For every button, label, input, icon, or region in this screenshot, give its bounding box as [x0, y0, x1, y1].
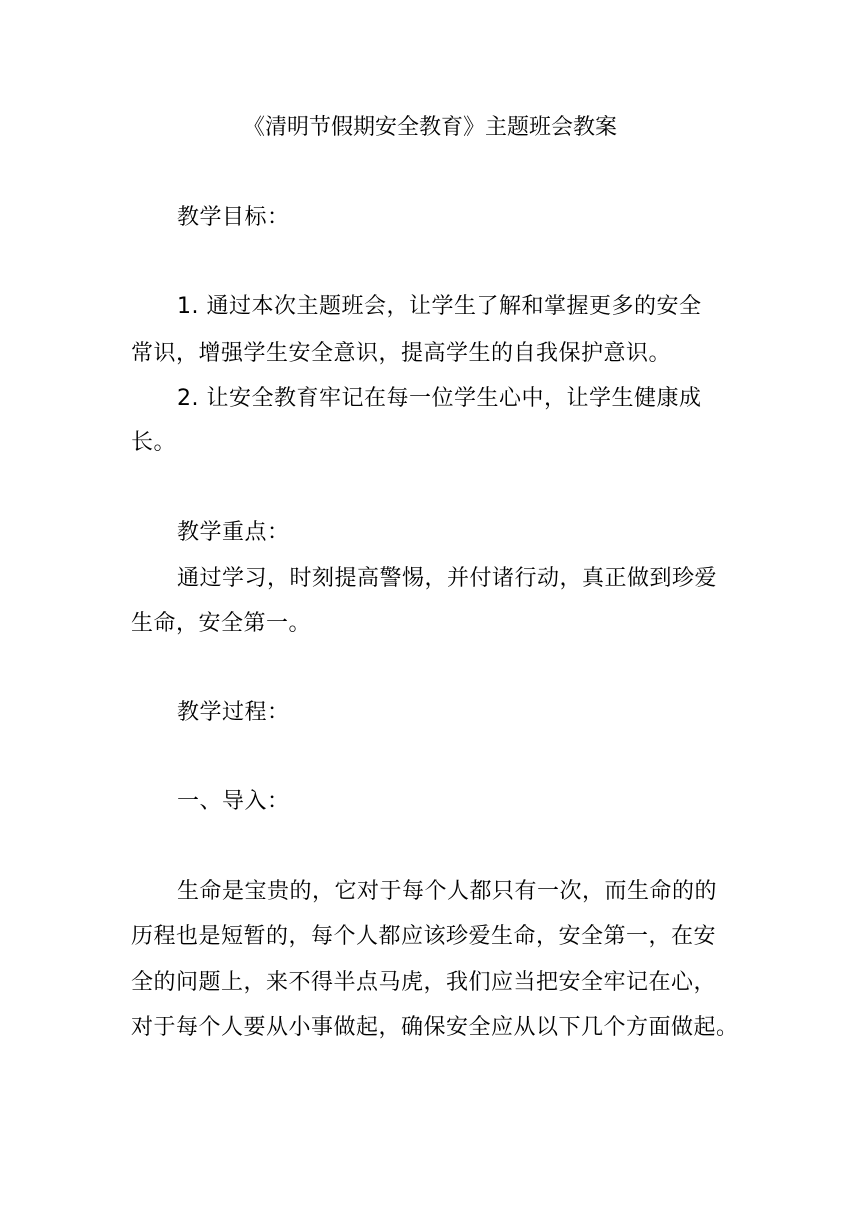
- intro-line-2: 历程也是短暂的，每个人都应该珍爱生命，安全第一，在安: [131, 924, 717, 949]
- key-points-heading: 教学重点：: [177, 520, 290, 545]
- objective-2-line-2: 长。: [131, 430, 177, 455]
- document-title: 《清明节假期安全教育》主题班会教案: [242, 115, 617, 140]
- intro-line-4: 对于每个人要从小事做起，确保安全应从以下几个方面做起。: [131, 1015, 739, 1040]
- objective-1-line-2: 常识，增强学生安全意识，提高学生的自我保护意识。: [131, 341, 672, 366]
- objective-1-line-1: 1. 通过本次主题班会，让学生了解和掌握更多的安全: [177, 294, 702, 319]
- key-points-line-1: 通过学习，时刻提高警惕，并付诸行动，真正做到珍爱: [177, 566, 718, 591]
- intro-line-1: 生命是宝贵的，它对于每个人都只有一次，而生命的的: [177, 879, 718, 904]
- key-points-line-2: 生命，安全第一。: [131, 611, 312, 636]
- intro-heading: 一、导入：: [177, 789, 290, 814]
- intro-line-3: 全的问题上，来不得半点马虎，我们应当把安全牢记在心，: [131, 970, 717, 995]
- process-heading: 教学过程：: [177, 700, 290, 725]
- objectives-heading: 教学目标：: [177, 205, 290, 230]
- objective-2-line-1: 2. 让安全教育牢记在每一位学生心中，让学生健康成: [177, 386, 702, 411]
